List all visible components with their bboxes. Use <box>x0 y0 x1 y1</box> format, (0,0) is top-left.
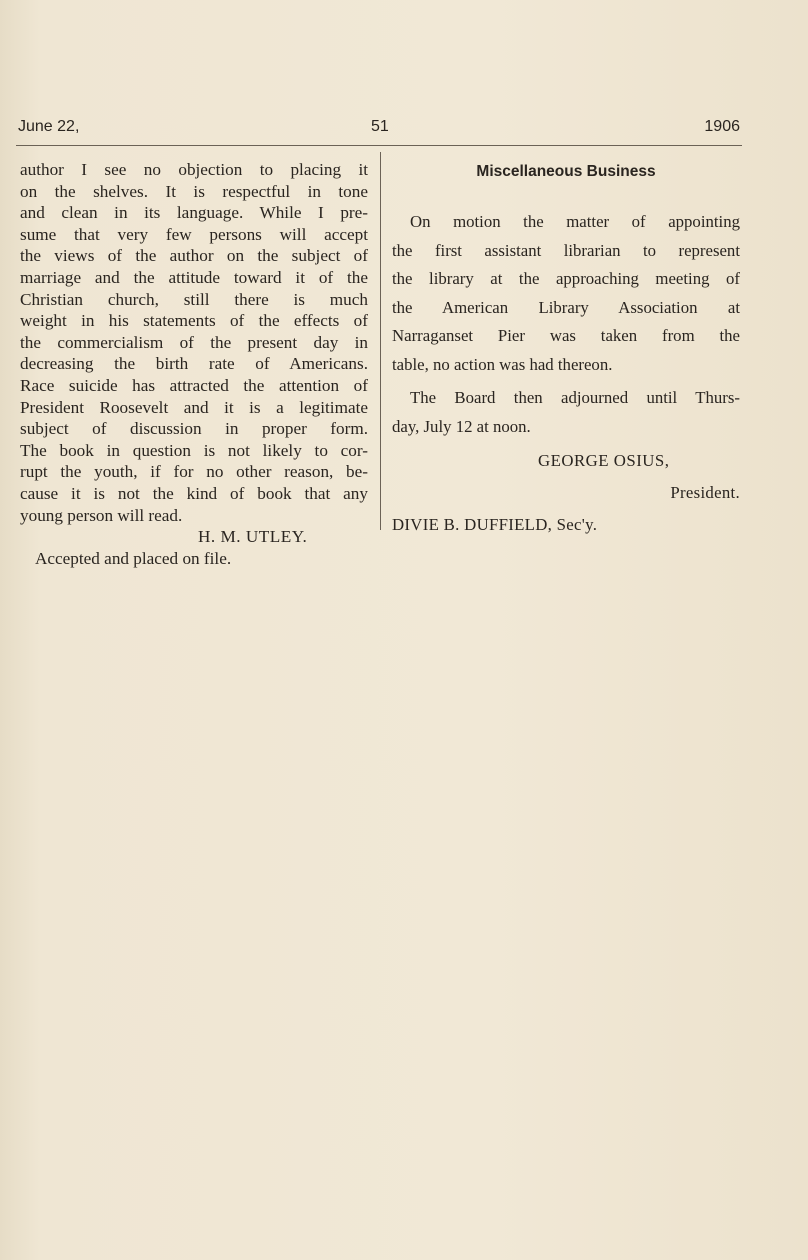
motion-line: table, no action was had thereon. <box>392 354 613 374</box>
body-line: young person will read. <box>20 505 183 525</box>
body-line: marriage and the attitude toward it of the <box>20 267 368 287</box>
right-column <box>392 160 740 541</box>
adjourn-line: The Board then adjourned until Thurs- <box>410 388 740 407</box>
body-line: the commercialism of the present day in <box>20 332 368 352</box>
body-line: the views of the author on the subject of <box>20 246 368 266</box>
body-line: on the shelves. It is respectful in tone <box>20 181 368 201</box>
body-line: decreasing the birth rate of Americans. <box>20 354 368 374</box>
header-rule <box>16 145 742 146</box>
body-line: The book in question is not likely to cor- <box>20 440 368 460</box>
body-line: sume that very few persons will accept <box>20 224 368 244</box>
motion-line: Narraganset Pier was taken from the <box>392 326 740 345</box>
body-line: cause it is not the kind of book that any <box>20 483 368 503</box>
adjourn-line: day, July 12 at noon. <box>392 416 531 436</box>
body-line: rupt the youth, if for no other reason, be- <box>20 462 368 482</box>
body-line: Race suicide has attracted the attention of <box>20 375 368 395</box>
body-line: Christian church, still there is much <box>20 289 368 309</box>
secretary-signature: DIVIE B. DUFFIELD, Sec'y. <box>392 515 598 534</box>
motion-line: On motion the matter of appointing <box>410 212 740 231</box>
section-heading: Miscellaneous Business <box>476 163 656 180</box>
signature-utley: H. M. UTLEY. <box>198 527 308 547</box>
header-year: 1906 <box>704 118 740 135</box>
body-line: author I see no objection to placing it <box>20 160 368 179</box>
column-divider <box>380 152 381 530</box>
left-column <box>20 159 368 569</box>
body-line: and clean in its language. While I pre- <box>20 203 368 223</box>
motion-line: the first assistant librarian to represent <box>392 240 740 260</box>
president-title: President. <box>670 483 740 502</box>
president-name: GEORGE OSIUS, <box>538 451 670 470</box>
body-line: President Roosevelt and it is a legitimate <box>20 397 368 417</box>
header-date: June 22, <box>18 118 80 135</box>
motion-line: the library at the approaching meeting of <box>392 269 740 288</box>
page-header <box>18 118 740 142</box>
motion-line: the American Library Association at <box>392 297 740 317</box>
closing-note: Accepted and placed on file. <box>35 548 232 568</box>
page-number: 51 <box>371 118 389 135</box>
body-line: subject of discussion in proper form. <box>20 419 368 439</box>
body-line: weight in his statements of the effects of <box>20 311 368 331</box>
